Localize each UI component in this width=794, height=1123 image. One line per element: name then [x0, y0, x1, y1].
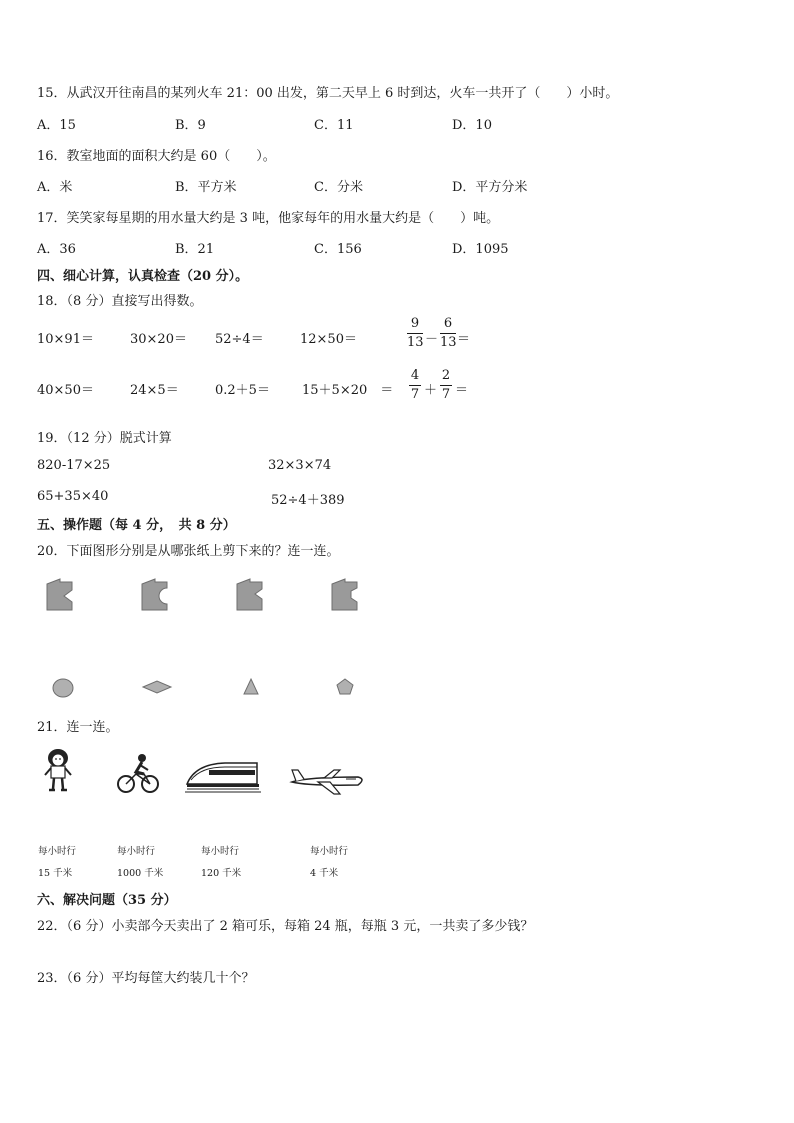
q16-option-c[interactable]: C．分米 [314, 180, 363, 195]
high-speed-train-icon[interactable] [185, 758, 261, 794]
q17-option-c[interactable]: C．156 [314, 242, 362, 257]
q17-option-d[interactable]: D．1095 [452, 242, 509, 257]
q15-stem: 15．从武汉开往南昌的某列火车 21：00 出发，第二天早上 6 时到达，火车一共开了（ ）小时。 [37, 86, 619, 101]
speed-label-top: 每小时行 [310, 846, 349, 857]
speed-label-top: 每小时行 [201, 846, 240, 857]
walking-girl-icon[interactable] [40, 747, 76, 793]
q18-item: 0.2＋5＝ [215, 383, 270, 398]
q17-option-a[interactable]: A．36 [37, 242, 76, 257]
q15-option-b[interactable]: B．9 [175, 118, 206, 133]
q18-stem: 18．（8 分）直接写出得数。 [37, 294, 203, 309]
q18-item: 40×50＝ [37, 383, 94, 398]
q22-stem: 22．（6 分）小卖部今天卖出了 2 箱可乐，每箱 24 瓶，每瓶 3 元，一共卖了多少钱？ [37, 919, 534, 934]
numerator: 4 [410, 368, 420, 383]
q18-item: 52÷4＝ [215, 332, 264, 347]
numerator: 2 [441, 368, 451, 383]
speed-label-bottom: 1000 千米 [117, 868, 164, 879]
equals-sign: ＝ [455, 383, 469, 398]
q18-item: 15＋5×20 ＝ [302, 383, 394, 398]
q17-option-b[interactable]: B．21 [175, 242, 215, 257]
denominator: 7 [441, 387, 451, 402]
triangle-shape-icon[interactable] [243, 678, 259, 695]
airplane-icon[interactable] [288, 764, 368, 798]
q19-item: 820-17×25 [37, 458, 111, 473]
fraction [407, 316, 423, 351]
speed-label-bottom: 4 千米 [310, 868, 339, 879]
folded-paper-circle-cut-icon[interactable] [46, 578, 76, 612]
denominator: 13 [407, 335, 424, 350]
fraction [440, 316, 456, 351]
q18-item: 12×50＝ [300, 332, 357, 347]
q15-option-a[interactable]: A．15 [37, 118, 76, 133]
speed-label-bottom: 120 千米 [201, 868, 242, 879]
cyclist-icon[interactable] [116, 752, 160, 796]
q17-stem: 17．笑笑家每星期的用水量大约是 3 吨，他家每年的用水量大约是（ ）吨。 [37, 211, 500, 226]
section-5-title: 五、操作题（每 4 分， 共 8 分） [37, 518, 236, 533]
q20-stem: 20．下面图形分别是从哪张纸上剪下来的？连一连。 [37, 544, 340, 559]
section-6-title: 六、解决问题（35 分） [37, 893, 177, 908]
speed-label-bottom: 15 千米 [38, 868, 73, 879]
folded-paper-semicircle-cut-icon[interactable] [141, 578, 171, 612]
numerator: 6 [443, 316, 453, 331]
section-4-title: 四、细心计算，认真检查（20 分）。 [37, 269, 249, 284]
q15-option-c[interactable]: C．11 [314, 118, 354, 133]
fraction-bar [440, 333, 456, 334]
q16-stem: 16．教室地面的面积大约是 60（ ）。 [37, 149, 276, 164]
q16-option-d[interactable]: D．平方分米 [452, 180, 528, 195]
speed-label-top: 每小时行 [117, 846, 156, 857]
q18-item: 30×20＝ [130, 332, 187, 347]
operator: ＋ [424, 383, 438, 398]
q18-item: 24×5＝ [130, 383, 179, 398]
q23-stem: 23．（6 分）平均每筐大约装几十个？ [37, 971, 255, 986]
denominator: 13 [440, 335, 457, 350]
pentagon-shape-icon[interactable] [336, 678, 354, 695]
rhombus-shape-icon[interactable] [142, 680, 172, 694]
q19-item: 65+35×40 [37, 489, 109, 504]
folded-paper-pentagon-cut-icon[interactable] [331, 578, 361, 612]
q18-item: 10×91＝ [37, 332, 94, 347]
speed-label-top: 每小时行 [38, 846, 77, 857]
folded-paper-triangle-cut-icon[interactable] [236, 578, 266, 612]
q19-item: 52÷4＋389 [271, 493, 345, 508]
operator: － [425, 332, 439, 347]
denominator: 7 [410, 387, 420, 402]
q19-item: 32×3×74 [268, 458, 332, 473]
circle-shape-icon[interactable] [52, 678, 74, 698]
q16-option-b[interactable]: B．平方米 [175, 180, 237, 195]
equals-sign: ＝ [457, 332, 471, 347]
q19-stem: 19．（12 分）脱式计算 [37, 431, 172, 446]
q15-option-d[interactable]: D．10 [452, 118, 492, 133]
fraction [409, 368, 421, 403]
q21-stem: 21．连一连。 [37, 720, 119, 735]
fraction-bar [409, 385, 421, 386]
numerator: 9 [410, 316, 420, 331]
fraction-bar [407, 333, 423, 334]
fraction [440, 368, 452, 403]
fraction-bar [440, 385, 452, 386]
q16-option-a[interactable]: A．米 [37, 180, 73, 195]
